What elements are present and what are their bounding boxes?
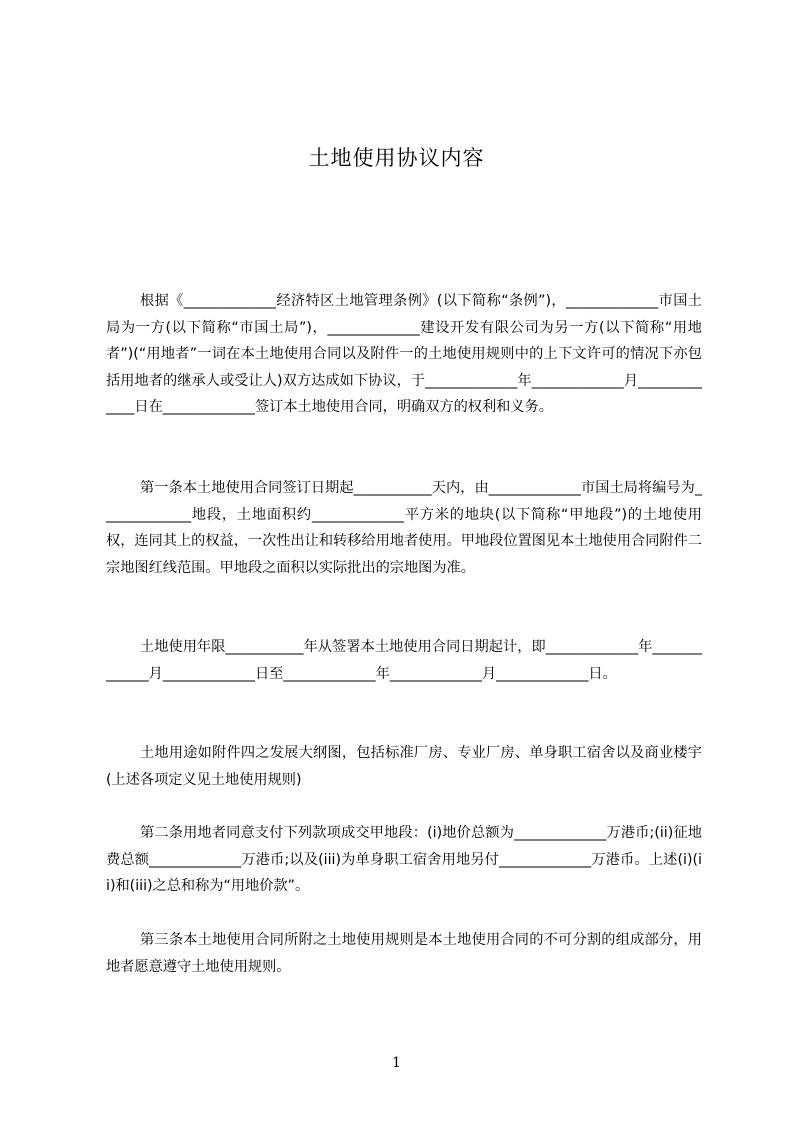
paragraph-article-3: 第三条本土地使用合同所附之土地使用规则是本土地使用合同的不可分割的组成部分，用地者愿意遵守土地使用规则。 [106,932,702,975]
page-number: 1 [392,1055,401,1071]
document-title: 土地使用协议内容 [308,146,485,170]
paragraph-land-term: 土地使用年限___________年从签署本土地使用合同日期起计，即_____________年_____________月_____________日至_____________年_____________月_____________日。 [106,639,702,682]
paragraph-preamble: 根据《_____________经济特区土地管理条例》(以下简称“条例”)，_____________市国土局为一方(以下简称“市国土局”)，_____________建设开发有限公司为另一方(以下简称“用地者”)(“用地者”一词在本土地使用合同以及附件一的土地使用规则中的上下文许可的情况下亦包括用地者的继承人或受让人)双方达成如下协议，于_____________年_____________月_____________日在_____________签订本土地使用合同，明确双方的权利和义务。 [106,293,702,416]
paragraph-land-use: 土地用途如附件四之发展大纲图，包括标准厂房、专业厂房、单身职工宿舍以及商业楼宇(上述各项定义见土地使用规则) [106,745,702,788]
paragraph-article-2: 第二条用地者同意支付下列款项成交甲地段：(i)地价总额为_____________万港币;(ii)征地费总额_____________万港币;以及(iii)为单身职工宿舍用地另付_____________万港币。上述(i)(ii)和(iii)之总和称为“用地价款”。 [106,825,702,895]
paragraph-article-1: 第一条本土地使用合同签订日期起___________天内，由_____________市国土局将编号为_____________地段，土地面积约_____________平方米的地块(以下简称“甲地段”)的土地使用权，连同其上的权益，一次性出让和转移给用地者使用。甲地段位置图见本土地使用合同附件二宗地图红线范围。甲地段之面积以实际批出的宗地图为准。 [106,480,702,576]
